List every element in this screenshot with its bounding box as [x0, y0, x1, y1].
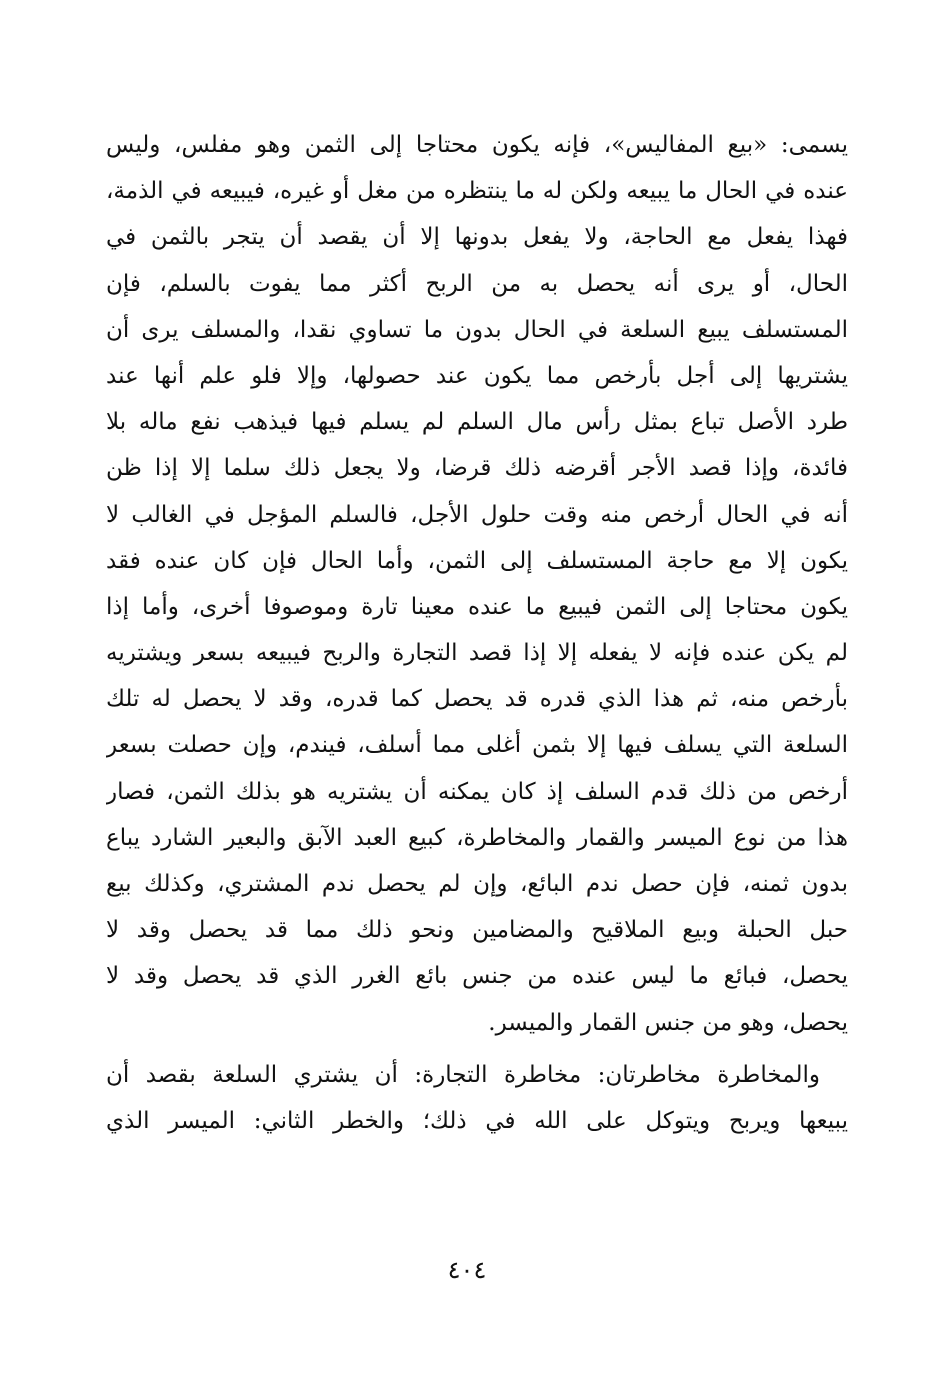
- text-line: يسمى: «بيع المفاليس»، فإنه يكون محتاجا إلى الثمن وهو مفلس، وليس: [106, 132, 848, 158]
- text-line: الحال، أو يرى أنه يحصل به من الربح أكثر مما يفوت بالسلم، فإن: [106, 270, 848, 297]
- paragraph-2: [106, 1052, 848, 1144]
- text-line: طرد الأصل تباع بمثل رأس مال السلم لم يسلم فيها فيذهب نفع ماله بلا: [106, 409, 848, 436]
- text-line: فهذا يفعل مع الحاجة، ولا يفعل بدونها إلا أن يقصد أن يتجر بالثمن في: [106, 224, 848, 251]
- text-line: والمخاطرة مخاطرتان: مخاطرة التجارة: أن يشتري السلعة بقصد أن: [106, 1061, 820, 1088]
- text-line: يكون محتاجا إلى الثمن فيبيع ما عنده معينا تارة وموصوفا أخرى، وأما إذا: [106, 593, 848, 620]
- page-body-text: [106, 122, 848, 1144]
- text-line: يحصل، فبائع ما ليس عنده من جنس بائع الغرر الذي قد يحصل وقد لا: [106, 963, 848, 990]
- text-line: يشتريها إلى أجل بأرخص مما يكون عند حصولها، وإلا فلو علم أنها عند: [106, 362, 848, 389]
- text-line: يحصل، وهو من جنس القمار والميسر.: [488, 1009, 848, 1036]
- text-line: السلعة التي يسلف فيها إلا بثمن أغلى مما أسلف، فيندم، وإن حصلت بسعر: [106, 732, 848, 759]
- text-line: فائدة، وإذا قصد الأجر أقرضه ذلك قرضا، ولا يجعل ذلك سلما إلا إذا ظن: [106, 455, 848, 482]
- text-line: هذا من نوع الميسر والقمار والمخاطرة، كبيع العبد الآبق والبعير الشارد يباع: [106, 824, 848, 851]
- text-line: أنه في الحال أرخص منه وقت حلول الأجل، فالسلم المؤجل في الغالب لا: [106, 501, 848, 528]
- page-number: ٤٠٤: [447, 1256, 487, 1284]
- text-line: لم يكن عنده فإنه لا يفعله إلا إذا قصد التجارة والربح فيبيعه بسعر ويشتريه: [106, 640, 848, 667]
- text-line: بدون ثمنه، فإن حصل ندم البائع، وإن لم يحصل ندم المشتري، وكذلك بيع: [106, 871, 848, 897]
- text-line: يكون إلا مع حاجة المستسلف إلى الثمن، وأما الحال فإن كان عنده فقد: [106, 547, 848, 574]
- text-line: حبل الحبلة وبيع الملاقيح والمضامين ونحو ذلك مما قد يحصل وقد لا: [106, 917, 848, 944]
- text-line: أرخص من ذلك قدم السلف إذ كان يمكنه أن يشتريه هو بذلك الثمن، فصار: [106, 778, 848, 805]
- text-line: بأرخص منه، ثم هذا الذي قدره قد يحصل كما قدره، وقد لا يحصل له تلك: [106, 686, 848, 713]
- text-line: يبيعها ويربح ويتوكل على الله في ذلك؛ والخطر الثاني: الميسر الذي: [106, 1107, 848, 1134]
- text-line: عنده في الحال ما يبيعه ولكن له ما ينتظره من مغل أو غيره، فيبيعه في الذمة،: [106, 178, 848, 205]
- text-line: المستسلف يبيع السلعة في الحال بدون ما تساوي نقدا، والمسلف يرى أن: [106, 316, 848, 343]
- paragraph-1: [106, 122, 848, 1046]
